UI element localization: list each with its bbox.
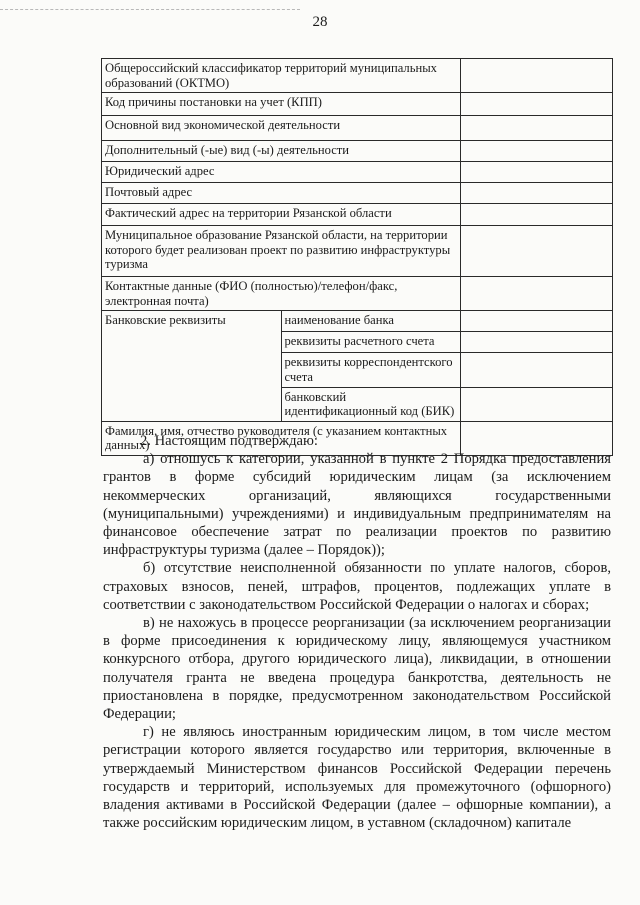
paragraph-v: в) не нахожусь в процессе реорганизации (за исключением реорганизации в форме присоединения к юридическому лицу, являющемуся участником конкурсного отбора, другого юридического лица), ликвидации, в отношении получателя гранта не введена процедура банкротства, деятельность не приостановлена в порядке, предусмотренном законодательством Российской Федерации;	[103, 615, 611, 723]
row-value	[461, 116, 613, 141]
bank-item: реквизиты корреспондентского счета	[281, 353, 461, 387]
row-value	[461, 277, 613, 311]
row-label: Почтовый адрес	[102, 183, 461, 204]
row-label: Контактные данные (ФИО (полностью)/телефон/факс, электронная почта)	[102, 277, 461, 311]
row-value	[461, 59, 613, 93]
row-value	[461, 141, 613, 162]
document-body	[103, 432, 611, 832]
paragraph-g: г) не являюсь иностранным юридическим лицом, в том числе местом регистрации которого является государство или территория, включенные в утверждаемый Министерством финансов Российской Федерации перечень государств и территорий, используемых для промежуточного (офшорного) владения активами в Российской Федерации (далее – офшорные компании), а также российским юридическим лицом, в уставном (складочном) капитале	[103, 724, 611, 832]
row-label: Юридический адрес	[102, 162, 461, 183]
row-label: Основной вид экономической деятельности	[102, 116, 461, 141]
row-value	[461, 204, 613, 226]
paragraph-b: б) отсутствие неисполненной обязанности по уплате налогов, сборов, страховых взносов, пеней, штрафов, процентов, подлежащих уплате в соответствии с законодательством Российской Федерации о налогах и сборах;	[103, 560, 611, 613]
table-row	[102, 93, 613, 116]
row-value	[461, 353, 613, 387]
table-row	[102, 277, 613, 311]
row-label: Код причины постановки на учет (КПП)	[102, 93, 461, 116]
table-row	[102, 59, 613, 93]
table-row	[102, 226, 613, 277]
scan-artifact-line	[0, 9, 300, 11]
row-value	[461, 183, 613, 204]
row-label: Фамилия, имя, отчество руководителя (с указанием контактных данных)	[102, 421, 461, 455]
bank-item: реквизиты расчетного счета	[281, 332, 461, 353]
row-value	[461, 387, 613, 421]
applicant-info-table	[101, 58, 613, 456]
row-label: Муниципальное образование Рязанской области, на территории которого будет реализован проект по развитию инфраструктуры туризма	[102, 226, 461, 277]
table-row	[102, 183, 613, 204]
row-label: Дополнительный (-ые) вид (-ы) деятельности	[102, 141, 461, 162]
row-value	[461, 226, 613, 277]
row-label: Фактический адрес на территории Рязанской области	[102, 204, 461, 226]
row-value	[461, 311, 613, 332]
table-row	[102, 162, 613, 183]
bank-details-label: Банковские реквизиты	[102, 311, 282, 421]
row-value	[461, 162, 613, 183]
row-value	[461, 93, 613, 116]
row-value	[461, 332, 613, 353]
section-heading: 2. Настоящим подтверждаю:	[140, 433, 318, 449]
table-row	[102, 204, 613, 226]
bank-item: наименование банка	[281, 311, 461, 332]
paragraph-a: а) отношусь к категории, указанной в пункте 2 Порядка предоставления грантов в форме субсидий юридическим лицам (за исключением некоммерческих организаций, являющихся государственными (муниципальными) учреждениями) и индивидуальным предпринимателям на финансовое обеспечение затрат по реализации проектов по развитию инфраструктуры туризма (далее – Порядок));	[103, 451, 611, 559]
bank-item: банковский идентификационный код (БИК)	[281, 387, 461, 421]
row-label: Общероссийский классификатор территорий муниципальных образований (ОКТМО)	[102, 59, 461, 93]
table-row	[102, 116, 613, 141]
table-row	[102, 141, 613, 162]
table-row	[102, 311, 613, 332]
page-number: 28	[312, 14, 328, 30]
